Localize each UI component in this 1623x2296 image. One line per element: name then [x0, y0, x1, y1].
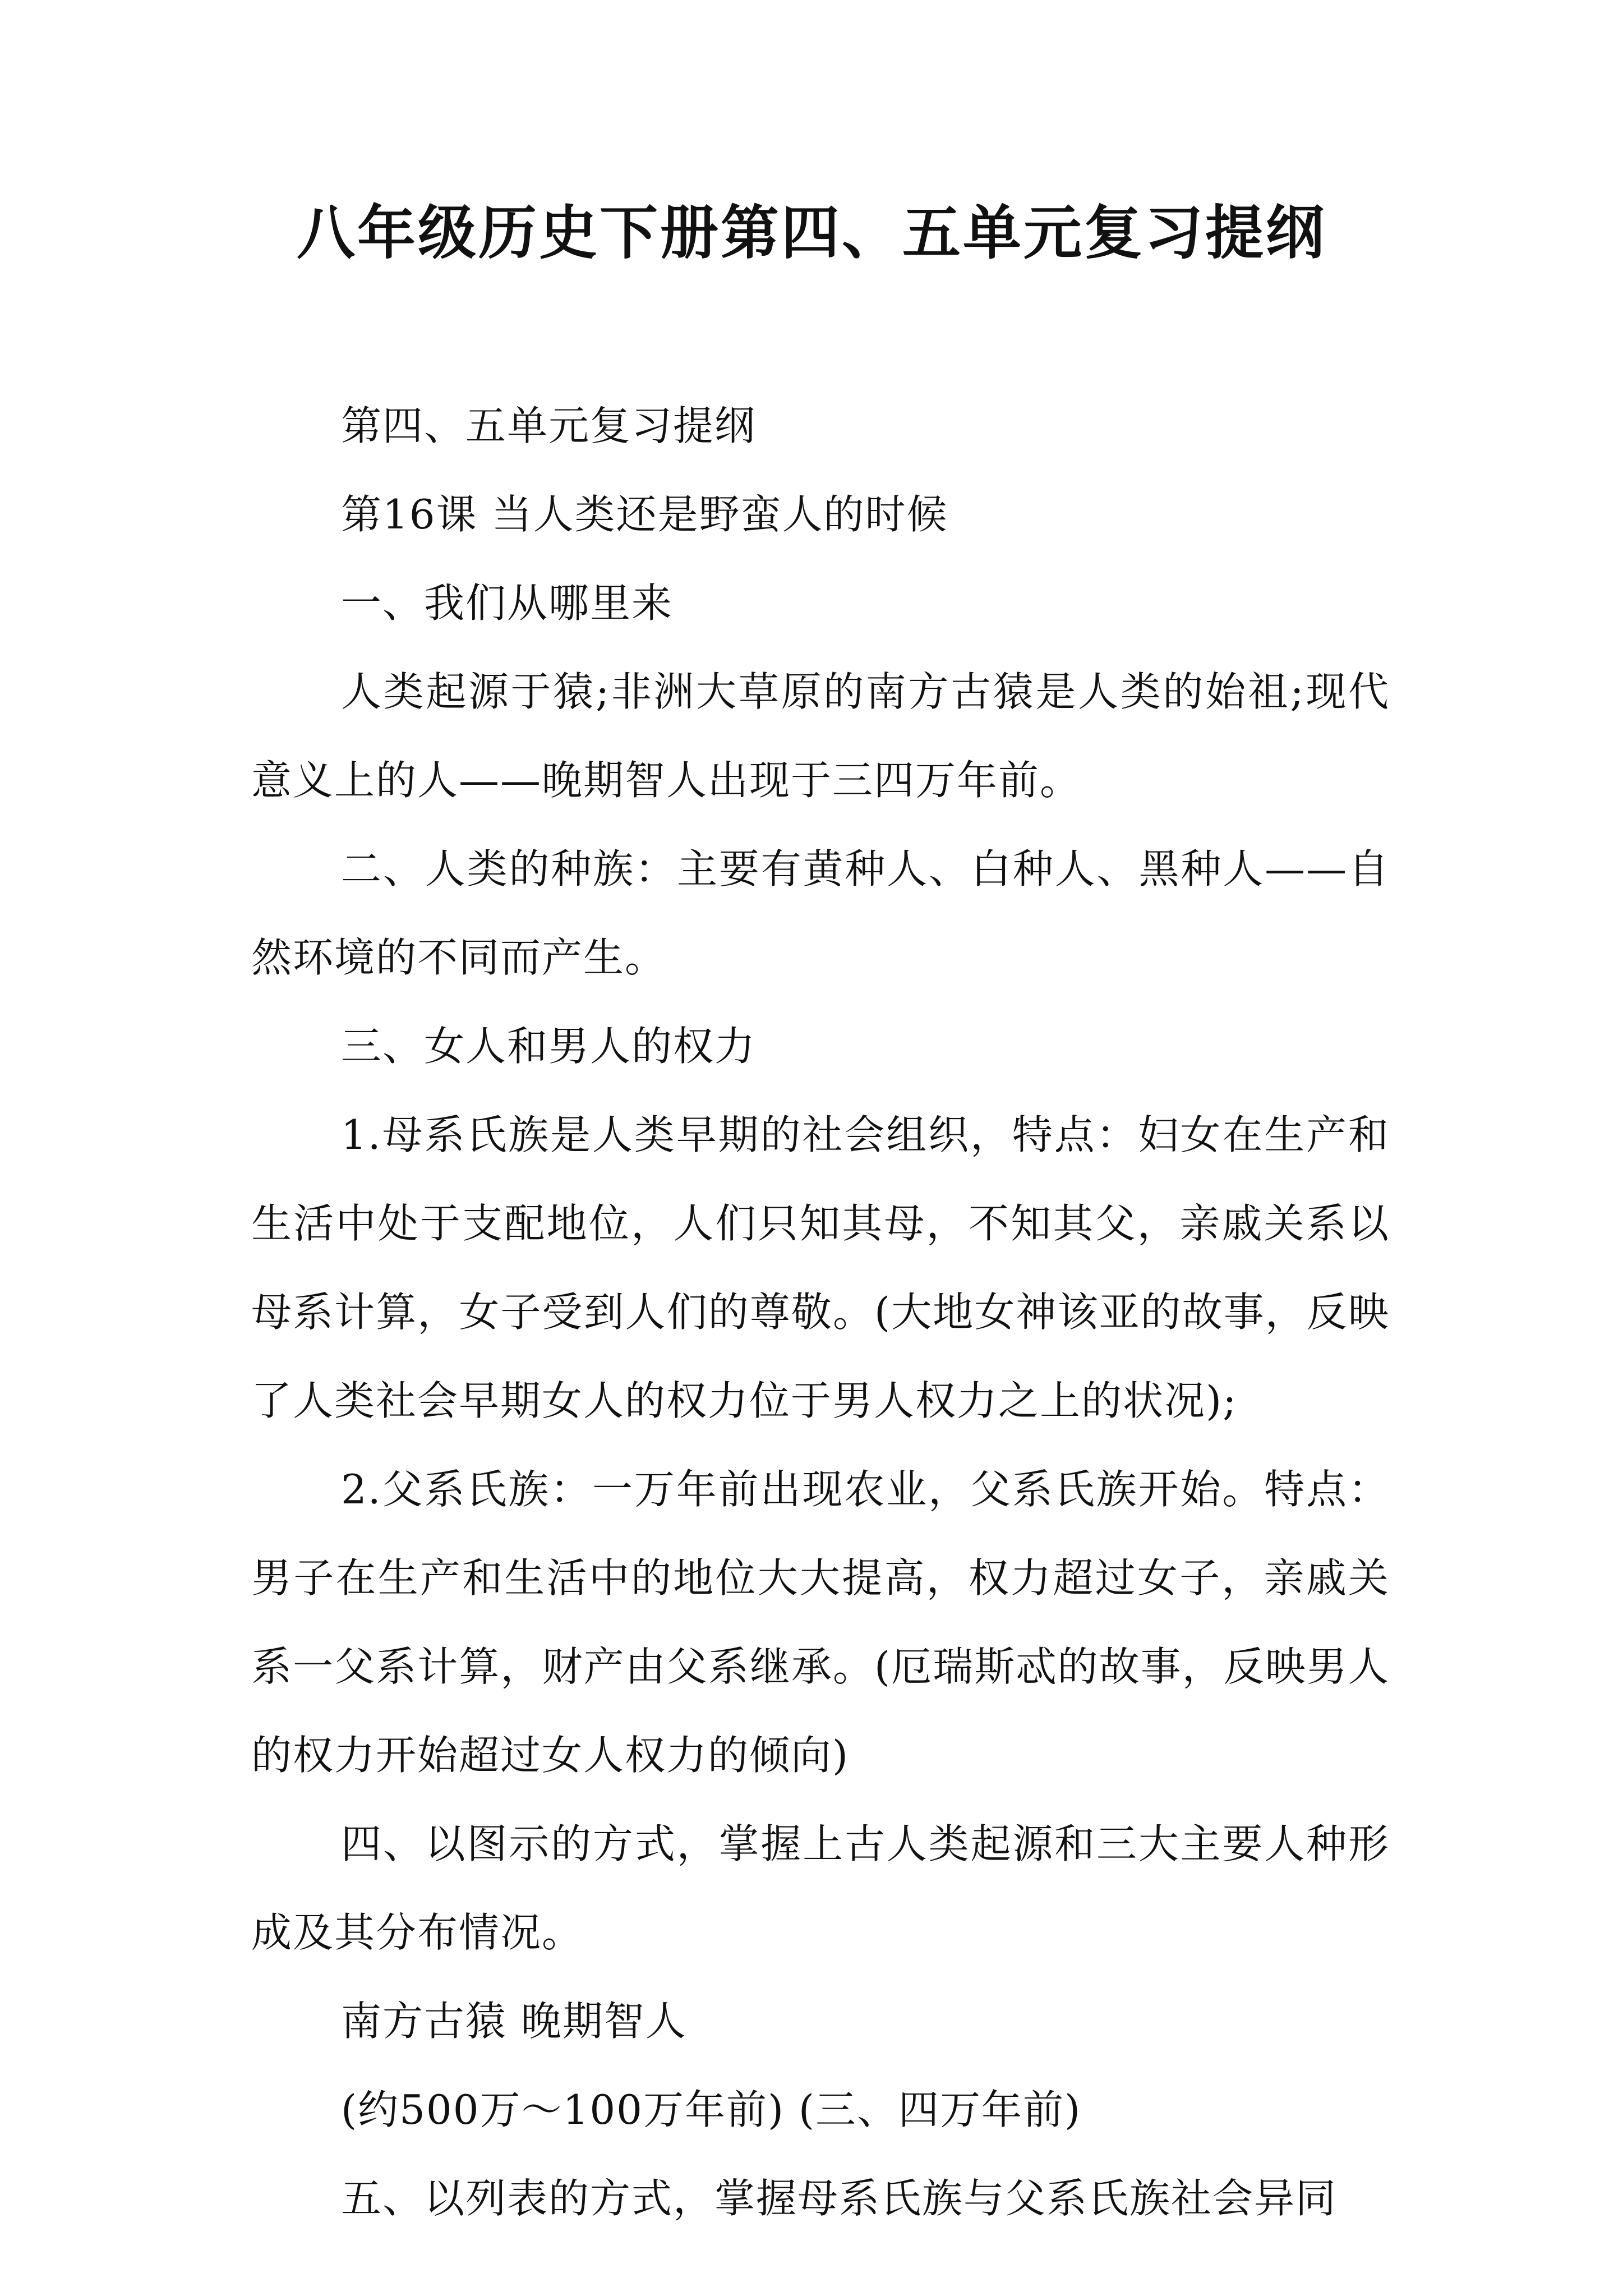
paragraph-heading-3: 三、女人和男人的权力	[341, 1023, 757, 1070]
paragraph-diagram-dates: (约500万～100万年前) (三、四万年前)	[341, 2086, 1082, 2133]
document-title: 八年级历史下册第四、五单元复习提纲	[296, 199, 1326, 267]
paragraph-heading-5: 五、以列表的方式，掌握母系氏族与父系氏族社会异同	[341, 2175, 1338, 2222]
document-body	[251, 381, 1390, 2243]
paragraph: 二、人类的种族：主要有黄种人、白种人、黑种人——自然环境的不同而产生。	[251, 845, 1390, 981]
paragraph-diagram-labels: 南方古猿 晚期智人	[341, 1998, 687, 2045]
paragraph: 1.母系氏族是人类早期的社会组织，特点：妇女在生产和生活中处于支配地位，人们只知其母，不知其父，亲戚关系以母系计算，女子受到人们的尊敬。(大地女神该亚的故事，反映了人类社会早期女人的权力位于男人权力之上的状况);	[251, 1111, 1390, 1424]
paragraph-heading-4: 四、以图示的方式，掌握上古人类起源和三大主要人种形成及其分布情况。	[251, 1820, 1390, 1956]
paragraph: 人类起源于猿;非洲大草原的南方古猿是人类的始祖;现代意义上的人——晚期智人出现于三四万年前。	[251, 668, 1390, 804]
paragraph: 2.父系氏族：一万年前出现农业，父系氏族开始。特点：男子在生产和生活中的地位大大提高，权力超过女子，亲戚关系一父系计算，财产由父系继承。(厄瑞斯忒的故事，反映男人的权力开始超过女人权力的倾向)	[251, 1466, 1390, 1779]
paragraph-lesson-title: 第16课 当人类还是野蛮人的时候	[341, 491, 948, 538]
paragraph-section-heading: 第四、五单元复习提纲	[341, 402, 757, 449]
paragraph-heading-1: 一、我们从哪里来	[341, 579, 674, 627]
